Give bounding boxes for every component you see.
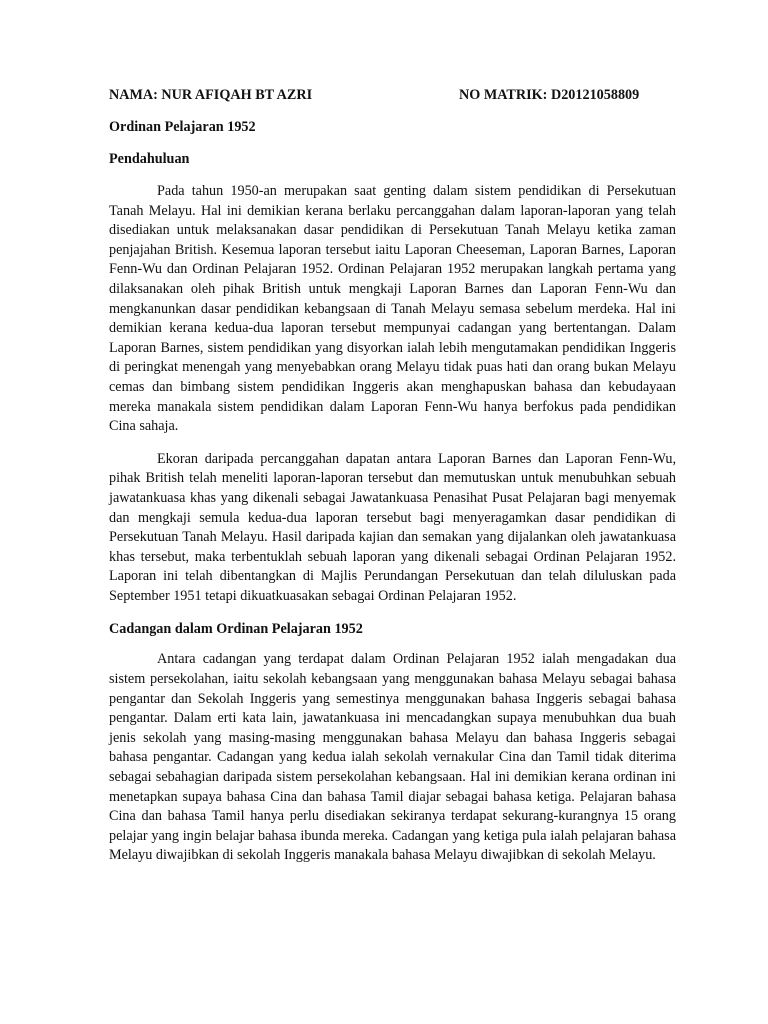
matric-number: NO MATRIK: D20121058809 [459,87,640,103]
section-heading-cadangan: Cadangan dalam Ordinan Pelajaran 1952 [109,621,363,638]
student-header [109,86,676,104]
paragraph-cadangan-1: Antara cadangan yang terdapat dalam Ordinan Pelajaran 1952 ialah mengadakan dua sistem persekolahan, iaitu sekolah kebangsaan yang menggunakan bahasa Melayu sebagai bahasa pengantar dan Sekolah Inggeris yang semestinya menggunakan bahasa Inggeris sebagai bahasa pengantar. Dalam erti kata lain, jawatankuasa ini mencadangkan supaya menubuhkan dua buah jenis sekolah yang masing-masing menggunakan bahasa Melayu dan bahasa Inggeris sebagai bahasa pengantar. Cadangan yang kedua ialah sekolah vernakular Cina dan Tamil tidak diterima sebagai sebahagian daripada sistem persekolahan kebangsaan. Hal ini demikian kerana ordinan ini menetapkan supaya bahasa Cina dan bahasa Tamil diajar sebagai bahasa ketiga. Pelajaran bahasa Cina dan bahasa Tamil hanya perlu disediakan sekiranya terdapat sekurang-kurangnya 15 orang pelajar yang ingin belajar bahasa ibunda mereka. Cadangan yang ketiga pula ialah pelajaran bahasa Melayu diwajibkan di sekolah Inggeris manakala bahasa Melayu diwajibkan di sekolah Melayu. [109,651,676,864]
document-page [109,86,676,866]
section-heading-pendahuluan: Pendahuluan [109,151,190,167]
paragraph-intro-1: Pada tahun 1950-an merupakan saat genting dalam sistem pendidikan di Persekutuan Tanah Melayu. Hal ini demikian kerana berlaku percanggahan dalam laporan-laporan yang telah disediakan untuk melaksanakan dasar pendidikan di Persekutuan Tanah Melayu ketika zaman penjajahan British. Kesemua laporan tersebut iaitu Laporan Cheeseman, Laporan Barnes, Laporan Fenn-Wu dan Ordinan Pelajaran 1952. Ordinan Pelajaran 1952 merupakan langkah pertama yang dilaksanakan oleh pihak British untuk mengkaji Laporan Barnes dan Laporan Fenn-Wu dan mengkanunkan dasar pendidikan kebangsaan di Tanah Melayu semasa sebelum merdeka. Hal ini demikian kerana kedua-dua laporan tersebut mempunyai cadangan yang bertentangan. Dalam Laporan Barnes, sistem pendidikan yang disyorkan ialah lebih mengutamakan pendidikan Inggeris di peringkat menengah yang menyebabkan orang Melayu tidak puas hati dan orang bukan Melayu cemas dan bimbang sistem pendidikan Inggeris akan menghapuskan bahasa dan kebudayaan mereka manakala sistem pendidikan dalam Laporan Fenn-Wu hanya berfokus pada pendidikan Cina sahaja. [109,183,676,435]
paragraph-intro-2: Ekoran daripada percanggahan dapatan antara Laporan Barnes dan Laporan Fenn-Wu, pihak British telah meneliti laporan-laporan tersebut dan memutuskan untuk menubuhkan sebuah jawatankuasa khas yang dikenali sebagai Jawatankuasa Penasihat Pusat Pelajaran bagi menyemak dan mengkaji semula kedua-dua laporan tersebut bagi menyeragamkan dasar pendidikan di Persekutuan Tanah Melayu. Hasil daripada kajian dan semakan yang dijalankan oleh jawatankuasa khas tersebut, maka terbentuklah sebuah laporan yang dikenali sebagai Ordinan Pelajaran 1952. Laporan ini telah dibentangkan di Majlis Perundangan Persekutuan dan telah diluluskan pada September 1951 tetapi dikuatkuasakan sebagai Ordinan Pelajaran 1952. [109,450,676,604]
student-name: NAMA: NUR AFIQAH BT AZRI [109,87,313,103]
document-title: Ordinan Pelajaran 1952 [109,119,256,135]
